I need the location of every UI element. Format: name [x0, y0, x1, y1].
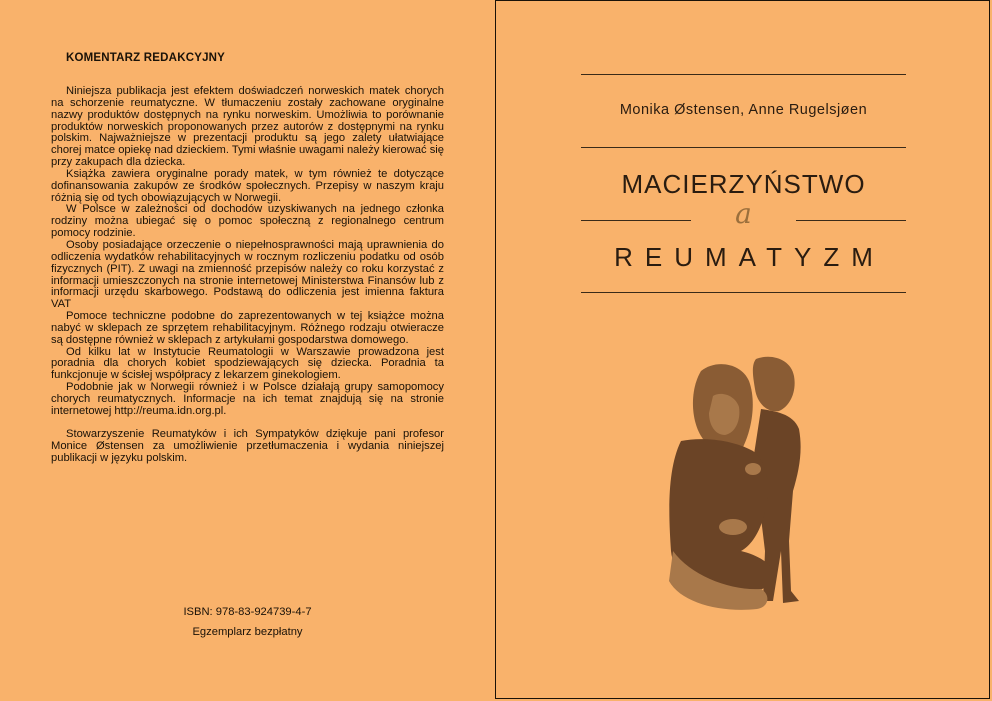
paragraph: Osoby posiadające orzeczenie o niepełnosprawności mają uprawnienia do odliczenia wydatków rehabilitacyjnych w rocznym rozliczeniu podatku od osób fizycznych (PIT). Z uwagi na zmienność przepisów należy co roku korzystać z informacji umieszczonych na stronie internetowej Ministerstwa Finansów lub z informacji urzędu skarbowego. Podstawą do odliczenia jest imienna faktura VAT: [51, 238, 444, 311]
paragraph: Książka zawiera oryginalne porady matek, w tym również te dotyczące dofinansowania zakupów ze środków społecznych. Przepisy w naszym kraju różnią się od tych obowiązujących w Norwegii.: [51, 167, 444, 204]
title-line-1: MACIERZYŃSTWO: [621, 169, 866, 199]
divider-rule: [796, 220, 906, 221]
authors: Monika Østensen, Anne Rugelsjøen: [619, 102, 868, 118]
free-copy-note: Egzemplarz bezpłatny: [192, 626, 303, 638]
title-line-2: REUMATYZM: [614, 242, 885, 272]
paragraph: W Polsce w zależności od dochodów uzyskiwanych na jednego członka rodziny można ubiegać się o pomoc społeczną z regionalnego centrum pomocy rodzinie.: [51, 203, 444, 240]
paragraph: Od kilku lat w Instytucie Reumatologii w Warszawie prowadzona jest poradnia dla chorych kobiet spodziewających się dziecka. Poradnia ta funkcjonuje w ścisłej współpracy z lekarzem ginekologiem.: [51, 345, 444, 382]
editorial-body: [51, 86, 444, 465]
cover-page: [495, 0, 990, 699]
divider-rule: [581, 147, 906, 148]
editorial-heading: KOMENTARZ REDAKCYJNY: [66, 52, 226, 64]
left-page: [0, 0, 495, 701]
paragraph: Podobnie jak w Norwegii również i w Polsce działają grupy samopomocy chorych reumatycznych. Informacje na ich temat znajdują się na stronie internetowej http://reuma.idn.org.pl.: [51, 381, 444, 417]
title-conjunction: a: [735, 197, 752, 230]
mother-child-photo: [661, 351, 836, 616]
paragraph: Pomoce techniczne podobne do zaprezentowanych w tej książce można nabyć w sklepach ze sprzętem rehabilitacyjnym. Różnego rodzaju otwieracze są dostępne również w sklepach z artykułami gospodarstwa domowego.: [51, 310, 444, 346]
divider-rule: [581, 74, 906, 75]
paragraph: Niniejsza publikacja jest efektem doświadczeń norweskich matek chorych na schorzenie reumatyczne. W tłumaczeniu zostały zachowane oryginalne nazwy produktów dostępnych na rynku norweskim. Umożliwia to porównanie produktów norweskich proponowanych przez autorów z dostępnymi na rynku polskim. Najważniejsze w prezentacji produktu są jego zalety ułatwiające chorej matce opiekę nad dzieckiem. Tymi właśnie uwagami należy kierować się przy zakupach dla dziecka.: [51, 85, 444, 169]
isbn: ISBN: 978-83-924739-4-7: [183, 606, 312, 618]
paragraph-thanks: Stowarzyszenie Reumatyków i ich Sympatyków dziękuje pani profesor Monice Østensen za umożliwienie przetłumaczenia i wydania niniejszej publikacji w języku polskim.: [51, 428, 444, 465]
divider-rule: [581, 292, 906, 293]
